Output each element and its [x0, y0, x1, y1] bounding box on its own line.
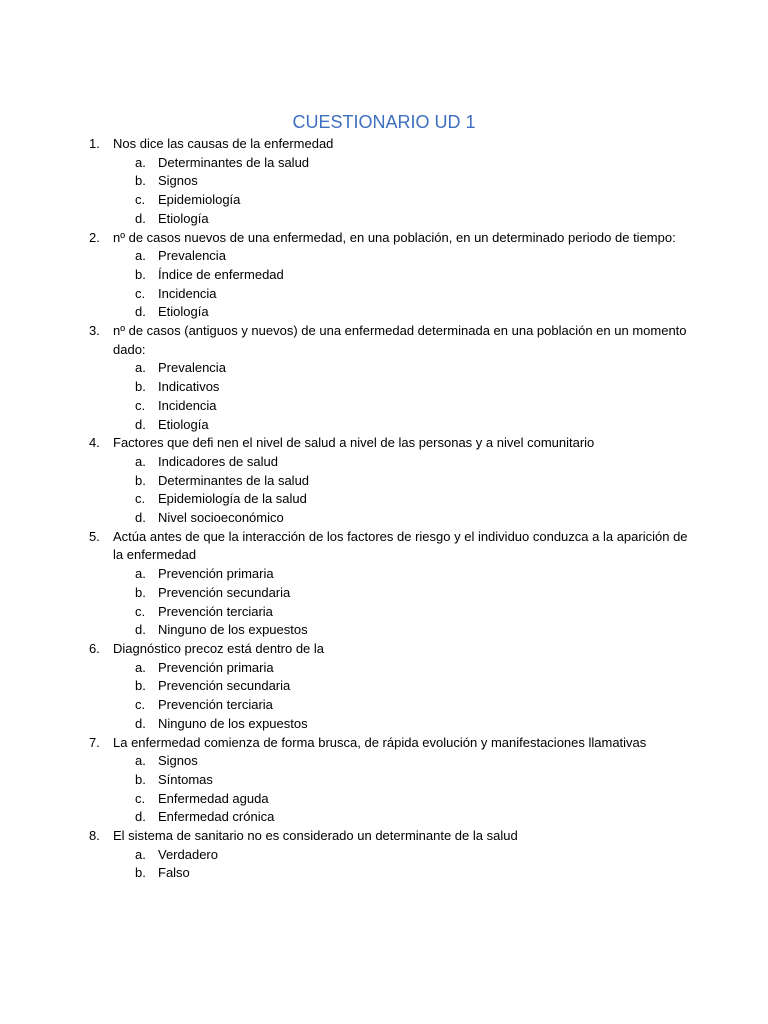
option-letter: a. — [135, 360, 146, 376]
option-letter: d. — [135, 416, 146, 432]
answer-option — [113, 191, 698, 210]
option-letter: c. — [135, 192, 146, 208]
answer-option — [113, 416, 698, 435]
option-letter: c. — [135, 603, 146, 619]
answer-option — [113, 172, 698, 191]
option-text: Incidencia — [158, 285, 217, 301]
answer-option — [113, 771, 698, 790]
answer-option — [113, 808, 698, 827]
question-text: Nos dice las causas de la enfermedad — [113, 136, 334, 151]
option-text: Prevalencia — [158, 248, 226, 264]
answer-options — [113, 752, 698, 827]
option-text: Epidemiología de la salud — [158, 491, 307, 507]
answer-option — [113, 472, 698, 491]
option-letter: a. — [135, 566, 146, 582]
question-item — [0, 434, 768, 528]
option-text: Índice de enfermedad — [158, 266, 284, 282]
answer-options — [113, 453, 698, 528]
question-item — [0, 528, 768, 640]
option-text: Etiología — [158, 416, 209, 432]
answer-option — [113, 285, 698, 304]
question-text: nº de casos nuevos de una enfermedad, en una población, en un determinado periodo de tiempo: — [113, 229, 676, 245]
question-number: 1. — [89, 136, 100, 151]
question-number: 3. — [89, 323, 100, 339]
option-letter: c. — [135, 790, 146, 806]
question-item — [0, 229, 768, 323]
document-title: CUESTIONARIO UD 1 — [292, 112, 476, 132]
option-text: Síntomas — [158, 771, 213, 787]
answer-option — [113, 565, 698, 584]
question-item — [0, 640, 768, 734]
answer-options — [113, 565, 698, 640]
option-letter: d. — [135, 210, 146, 226]
answer-option — [113, 603, 698, 622]
option-letter: c. — [135, 697, 146, 713]
option-text: Prevención terciaria — [158, 697, 273, 713]
option-letter: d. — [135, 715, 146, 731]
option-letter: c. — [135, 397, 146, 413]
option-letter: c. — [135, 491, 146, 507]
answer-option — [113, 621, 698, 640]
question-item — [0, 734, 768, 828]
option-text: Falso — [158, 865, 190, 881]
answer-option — [113, 266, 698, 285]
option-text: Indicadores de salud — [158, 453, 278, 469]
question-text: La enfermedad comienza de forma brusca, de rápida evolución y manifestaciones llamativas — [113, 734, 647, 750]
option-letter: d. — [135, 809, 146, 825]
option-text: Determinantes de la salud — [158, 154, 310, 170]
answer-option — [113, 378, 698, 397]
option-letter: b. — [135, 584, 146, 600]
question-number: 7. — [89, 734, 100, 750]
answer-option — [113, 864, 698, 883]
option-text: Etiología — [158, 210, 209, 226]
option-letter: a. — [135, 659, 146, 675]
option-letter: c. — [135, 285, 146, 301]
option-letter: b. — [135, 472, 146, 488]
option-letter: a. — [135, 753, 146, 769]
question-number: 4. — [89, 435, 100, 451]
option-text: Ninguno de los expuestos — [158, 715, 308, 731]
answer-option — [113, 247, 698, 266]
option-text: Determinantes de la salud — [158, 472, 310, 488]
option-letter: a. — [135, 453, 146, 469]
question-list — [0, 135, 768, 883]
option-text: Nivel socioeconómico — [158, 510, 284, 526]
answer-option — [113, 677, 698, 696]
option-text: Signos — [158, 753, 198, 769]
option-text: Signos — [158, 173, 198, 189]
question-text: Actúa antes de que la interacción de los factores de riesgo y el individuo conduzca a la aparición de la enfermedad — [113, 528, 688, 563]
option-letter: a. — [135, 154, 146, 170]
option-text: Prevención secundaria — [158, 584, 291, 600]
question-item — [0, 322, 768, 434]
option-text: Enfermedad crónica — [158, 809, 275, 825]
option-text: Epidemiología — [158, 192, 241, 208]
answer-option — [113, 397, 698, 416]
option-letter: b. — [135, 771, 146, 787]
answer-option — [113, 490, 698, 509]
answer-option — [113, 210, 698, 229]
option-text: Enfermedad aguda — [158, 790, 269, 806]
answer-option — [113, 715, 698, 734]
answer-option — [113, 154, 698, 173]
option-text: Etiología — [158, 304, 209, 320]
option-text: Incidencia — [158, 397, 217, 413]
option-letter: b. — [135, 173, 146, 189]
question-number: 2. — [89, 229, 100, 245]
answer-option — [113, 752, 698, 771]
question-text: Factores que defi nen el nivel de salud a nivel de las personas y a nivel comunitario — [113, 435, 595, 451]
option-letter: b. — [135, 379, 146, 395]
answer-option — [113, 453, 698, 472]
option-text: Prevalencia — [158, 360, 226, 376]
question-item — [0, 135, 768, 229]
answer-option — [113, 303, 698, 322]
option-letter: a. — [135, 248, 146, 264]
answer-option — [113, 359, 698, 378]
option-text: Prevención primaria — [158, 659, 274, 675]
answer-options — [113, 659, 698, 734]
answer-options — [113, 359, 698, 434]
answer-option — [113, 696, 698, 715]
option-text: Indicativos — [158, 379, 220, 395]
option-letter: b. — [135, 266, 146, 282]
option-letter: d. — [135, 622, 146, 638]
answer-option — [113, 846, 698, 865]
option-letter: b. — [135, 678, 146, 694]
answer-option — [113, 790, 698, 809]
question-item — [0, 827, 768, 883]
option-text: Prevención secundaria — [158, 678, 291, 694]
answer-option — [113, 584, 698, 603]
question-number: 6. — [89, 640, 100, 656]
answer-options — [113, 247, 698, 322]
option-text: Verdadero — [158, 846, 218, 862]
option-letter: a. — [135, 846, 146, 862]
question-text: Diagnóstico precoz está dentro de la — [113, 640, 325, 656]
question-number: 5. — [89, 528, 100, 544]
answer-options — [113, 154, 698, 229]
option-letter: d. — [135, 510, 146, 526]
question-text: nº de casos (antiguos y nuevos) de una enfermedad determinada en una población en un momento dado: — [113, 323, 687, 357]
answer-option — [113, 659, 698, 678]
option-letter: b. — [135, 865, 146, 881]
option-letter: d. — [135, 304, 146, 320]
option-text: Prevención terciaria — [158, 603, 273, 619]
option-text: Ninguno de los expuestos — [158, 622, 308, 638]
question-text: El sistema de sanitario no es considerado un determinante de la salud — [113, 828, 518, 844]
answer-option — [113, 509, 698, 528]
answer-options — [113, 846, 698, 883]
question-number: 8. — [89, 828, 100, 844]
option-text: Prevención primaria — [158, 566, 274, 582]
